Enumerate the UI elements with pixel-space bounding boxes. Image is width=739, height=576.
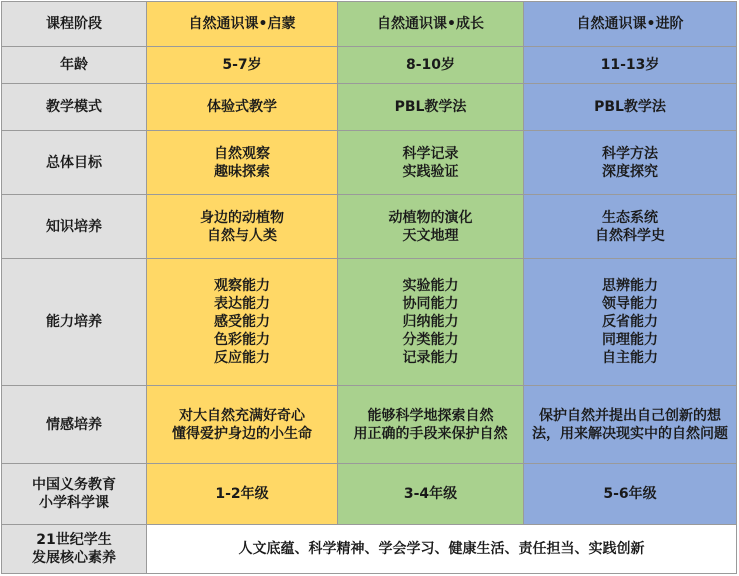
cell-knowledge-advanced: 生态系统 自然科学史 (524, 195, 737, 259)
cell-knowledge-enlighten: 身边的动植物 自然与人类 (147, 195, 338, 259)
cell-ability-advanced: 思辨能力 领导能力 反省能力 同理能力 自主能力 (524, 259, 737, 386)
cell-ability-growth: 实验能力 协同能力 归纳能力 分类能力 记录能力 (338, 259, 524, 386)
row-label-emotion: 情感培养 (2, 386, 147, 464)
table-row (2, 464, 737, 525)
cell-core-literacy: 人文底蕴、科学精神、学会学习、健康生活、责任担当、实践创新 (147, 525, 737, 574)
cell-grade-growth: 3-4年级 (338, 464, 524, 525)
cell-mode-growth: PBL教学法 (338, 84, 524, 131)
cell-emotion-growth: 能够科学地探索自然 用正确的手段来保护自然 (338, 386, 524, 464)
cell-grade-advanced: 5-6年级 (524, 464, 737, 525)
row-label-ability: 能力培养 (2, 259, 147, 386)
cell-emotion-advanced: 保护自然并提出自己创新的想法，用来解决现实中的自然问题 (524, 386, 737, 464)
cell-age-advanced: 11-13岁 (524, 47, 737, 84)
row-label-stage: 课程阶段 (2, 2, 147, 47)
row-label-knowledge: 知识培养 (2, 195, 147, 259)
row-label-core-literacy: 21世纪学生 发展核心素养 (2, 525, 147, 574)
table-row (2, 47, 737, 84)
table-row (2, 386, 737, 464)
cell-mode-advanced: PBL教学法 (524, 84, 737, 131)
cell-emotion-enlighten: 对大自然充满好奇心 懂得爱护身边的小生命 (147, 386, 338, 464)
table-row (2, 195, 737, 259)
table-row (2, 525, 737, 574)
table-row (2, 2, 737, 47)
row-label-age: 年龄 (2, 47, 147, 84)
cell-stage-advanced: 自然通识课•进阶 (524, 2, 737, 47)
row-label-overall-goal: 总体目标 (2, 131, 147, 195)
table-row (2, 259, 737, 386)
cell-goal-advanced: 科学方法 深度探究 (524, 131, 737, 195)
cell-age-growth: 8-10岁 (338, 47, 524, 84)
row-label-teaching-mode: 教学模式 (2, 84, 147, 131)
cell-goal-growth: 科学记录 实践验证 (338, 131, 524, 195)
cell-stage-enlighten: 自然通识课•启蒙 (147, 2, 338, 47)
cell-goal-enlighten: 自然观察 趣味探索 (147, 131, 338, 195)
table-row (2, 131, 737, 195)
cell-stage-growth: 自然通识课•成长 (338, 2, 524, 47)
cell-grade-enlighten: 1-2年级 (147, 464, 338, 525)
curriculum-table (1, 1, 737, 574)
table-row (2, 84, 737, 131)
cell-knowledge-growth: 动植物的演化 天文地理 (338, 195, 524, 259)
cell-age-enlighten: 5-7岁 (147, 47, 338, 84)
cell-mode-enlighten: 体验式教学 (147, 84, 338, 131)
cell-ability-enlighten: 观察能力 表达能力 感受能力 色彩能力 反应能力 (147, 259, 338, 386)
row-label-school-science: 中国义务教育 小学科学课 (2, 464, 147, 525)
